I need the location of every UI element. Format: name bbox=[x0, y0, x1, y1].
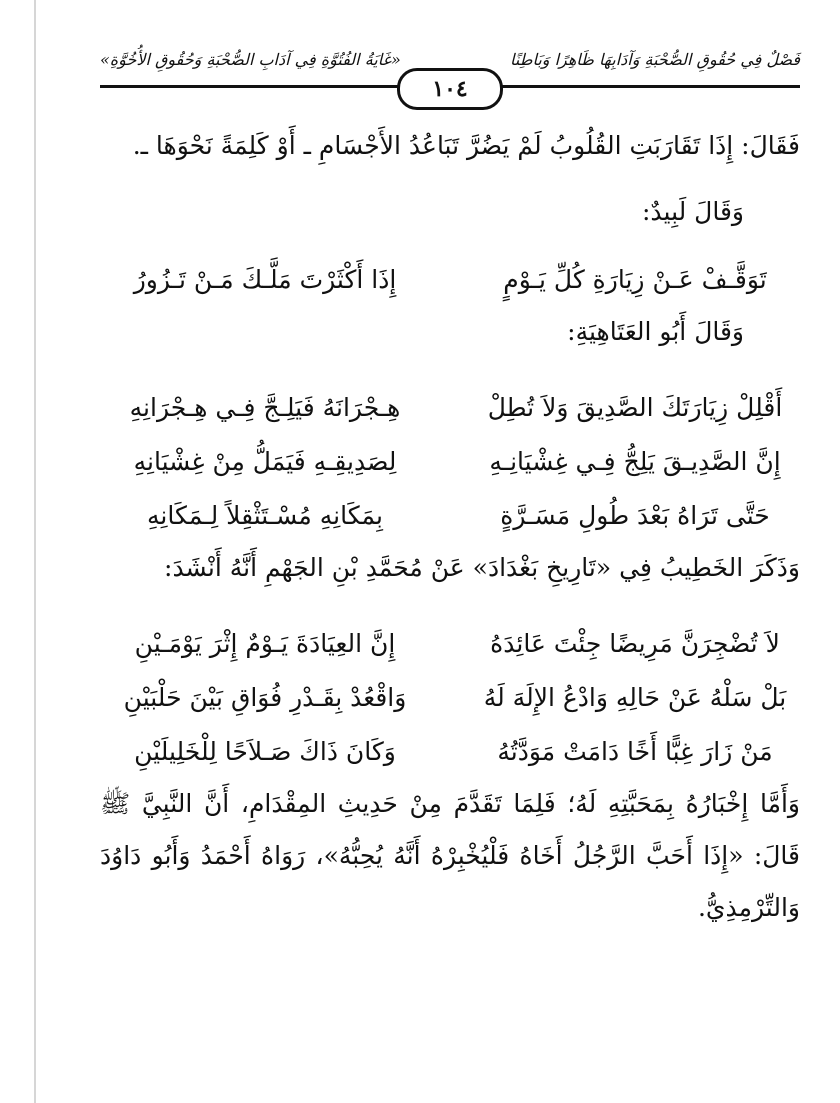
verse-first-hemistich: حَتَّى تَرَاهُ بَعْدَ طُولِ مَسَـرَّةٍ bbox=[500, 500, 770, 530]
verse-second-hemistich: إِذَا أَكْثَرْتَ مَلَّـكَ مَـنْ تَـزُورُ bbox=[133, 264, 397, 294]
verse-second-hemistich: هِـجْرَانَهُ فَيَلِـجَّ فِـي هِـجْرَانِهِ bbox=[129, 392, 401, 422]
paragraph-miqdam-hadith: وَأَمَّا إِخْبَارُهُ بِمَحَبَّتِهِ لَهُ؛ فَلِمَا تَقَدَّمَ مِنْ حَدِيثِ المِقْدَامِ، أَنَّ النَّبِيَّ ﷺ قَالَ: «إِذَا أَحَبَّ الرَّجُلُ أَخَاهُ فَلْيُخْبِرْهُ أَنَّهُ يُحِبُّهُ»، رَوَاهُ أَحْمَدُ وَأَبُو دَاوُدَ وَالتِّرْمِذِيُّ. bbox=[100, 789, 800, 922]
book-page bbox=[100, 40, 800, 1080]
verse-first-hemistich: إِنَّ الصَّدِيـقَ يَلِجُّ فِـي غِشْيَانِـهِ bbox=[489, 446, 781, 476]
verse-second-hemistich: إِنَّ العِيَادَةَ يَـوْمٌ إِثْرَ يَوْمَـيْنِ bbox=[134, 628, 396, 658]
book-title: «غَايَةُ الفُتُوَّةِ فِي آدَابِ الصُّحْبَةِ وَحُقُوقِ الأُخُوَّةِ» bbox=[100, 50, 401, 69]
verse-line bbox=[100, 434, 800, 488]
page-number: ١٠٤ bbox=[397, 68, 503, 110]
verse-first-hemistich: مَنْ زَارَ غِبًّا أَخًا دَامَتْ مَوَدَّتُهُ bbox=[497, 736, 773, 766]
verse-first-hemistich: بَلْ سَلْهُ عَنْ حَالِهِ وَادْعُ الإِلَهَ لَهُ bbox=[483, 682, 787, 712]
verse-second-hemistich: وَاقْعُدْ بِقَـدْرِ فُوَاقِ بَيْنَ حَلْبَيْنِ bbox=[123, 682, 407, 712]
paragraph-khatib: وَذَكَرَ الخَطِيبُ فِي «تَارِيخِ بَغْدَادَ» عَنْ مُحَمَّدِ بْنِ الجَهْمِ أَنَّهُ أَنْشَدَ: bbox=[164, 553, 800, 582]
verse-second-hemistich: لِصَدِيقِـهِ فَيَمَلُّ مِنْ غِشْيَانِهِ bbox=[133, 446, 397, 476]
verse-line bbox=[100, 616, 800, 670]
verse-first-hemistich: تَوَقَّـفْ عَـنْ زِيَارَةِ كُلِّ يَـوْمٍ bbox=[503, 264, 767, 294]
page-content bbox=[100, 96, 800, 934]
intro-abu-al-atahiya: وَقَالَ أَبُو العَتَاهِيَةِ: bbox=[567, 317, 744, 346]
verse-second-hemistich: بِمَكَانِهِ مُسْـتَثْقِلاً لِـمَكَانِهِ bbox=[147, 500, 383, 530]
verse-line bbox=[100, 670, 800, 724]
verse-line bbox=[100, 252, 800, 306]
verse-first-hemistich: لاَ تُضْجِرَنَّ مَرِيضًا جِئْتَ عَائِدَهُ bbox=[490, 628, 780, 658]
verse-line bbox=[100, 488, 800, 542]
intro-labid: وَقَالَ لَبِيدٌ: bbox=[641, 197, 744, 226]
running-header bbox=[100, 40, 800, 102]
verse-line bbox=[100, 724, 800, 778]
verse-first-hemistich: أَقْلِلْ زِيَارَتَكَ الصَّدِيقَ وَلاَ تُطِلْ bbox=[487, 392, 783, 422]
verse-second-hemistich: وَكَانَ ذَاكَ صَـلاَحًا لِلْخَلِيلَيْنِ bbox=[134, 736, 396, 766]
paragraph-hearts: فَقَالَ: إِذَا تَقَارَبَتِ القُلُوبُ لَمْ يَضُرَّ تَبَاعُدُ الأَجْسَامِ ـ أَوْ كَلِمَةً نَحْوَهَا ـ. bbox=[132, 131, 800, 160]
verse-line bbox=[100, 380, 800, 434]
scan-margin-line bbox=[34, 0, 36, 1103]
chapter-title: فَصْلٌ فِي حُقُوقِ الصُّحْبَةِ وَآدَابِهَا ظَاهِرًا وَبَاطِنًا bbox=[510, 50, 800, 69]
